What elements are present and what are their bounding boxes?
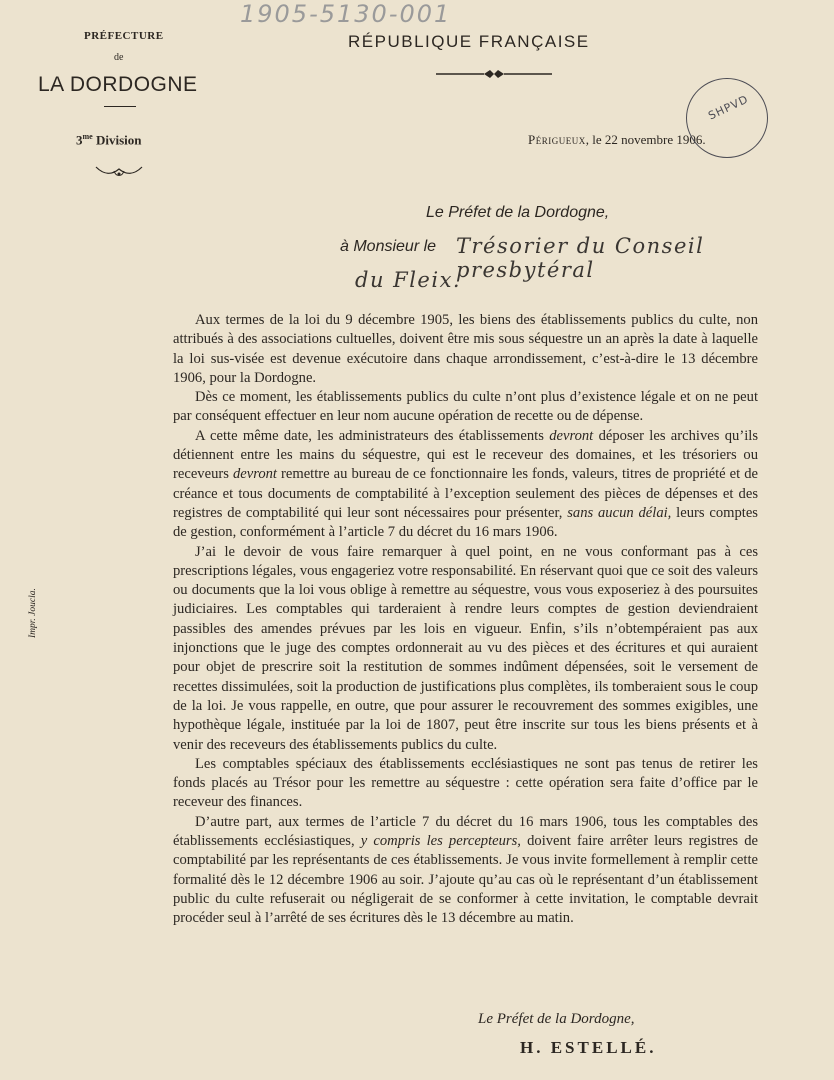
- flourish-ornament-icon: [94, 161, 144, 181]
- printer-mark: Impr. Joucla.: [28, 588, 38, 638]
- paragraph-6: [173, 813, 758, 929]
- letter-body: [173, 311, 758, 929]
- p3-emphasis-2: devront: [232, 466, 277, 483]
- p3-text-d: leurs comptes de gestion, conformément à l’article 7 du décret du 16 mars 1906.: [173, 504, 758, 541]
- signature-title: Le Préfet de la Dordogne,: [478, 1011, 635, 1027]
- paragraph-2: Dès ce moment, les établissements publics du culte n’ont plus d’existence légale et on ne peut par conséquent effectuer en leur nom aucune opération de recette ou de dépense.: [173, 389, 758, 425]
- place-date: [528, 132, 706, 148]
- p6-text-b: doivent faire arrêter leurs registres de comptabilité par les représentants de ces établissements. Je vous invite formellement à remplir cette formalité dès le 12 décembre 1906 au soir. J’ajoute qu’au cas où le représentant d’un établissement public du culte refuserait ou négligerait de se conformer à cette invitation, le comptable devrait procéder seul à l’arrêté de ses écritures dès le 13 décembre au matin.: [173, 833, 758, 927]
- p3-text-c: remettre au bureau de ce fonctionnaire les fonds, valeurs, titres de propriété et de créance et tous documents de comptabilité à l’exception seulement des pièces de dépenses et des registres de comptabilité qui leur sont nécessaires pour présenter,: [173, 466, 758, 521]
- p6-text-a: D’autre part, aux termes de l’article 7 du décret du 16 mars 1906, tous les comptables des établissements ecclésiastiques,: [173, 813, 758, 850]
- rule-ornament-icon: [436, 64, 552, 84]
- signature-name: H. ESTELLÉ.: [520, 1038, 657, 1057]
- recipient-prefix: à Monsieur le: [340, 238, 437, 255]
- archive-stamp: [686, 78, 768, 158]
- handwritten-recipient-line-2: du Fleix.: [355, 268, 462, 292]
- handwritten-recipient-line-1: Trésorier du Conseil presbytéral: [456, 234, 705, 282]
- paragraph-3: [173, 427, 758, 543]
- p3-emphasis-3: sans aucun délai,: [567, 504, 672, 521]
- division-number: 3: [76, 132, 83, 148]
- letter-date: , le 22 novembre 1906.: [585, 132, 706, 147]
- archive-reference: 1905-5130-001: [240, 0, 452, 28]
- prefecture-label: PRÉFECTURE: [84, 30, 164, 42]
- p3-emphasis-1: devront: [549, 427, 594, 444]
- department-name: LA DORDOGNE: [38, 73, 198, 96]
- paragraph-5: Les comptables spéciaux des établissements ecclésiastiques ne sont pas tenus de retirer les fonds placés au Trésor pour les remettre au séquestre : cette opération sera faite d’office par le receveur des finances.: [173, 755, 758, 811]
- paragraph-1: Aux termes de la loi du 9 décembre 1905, les biens des établissements publics du culte, non attribués à des associations cultuelles, doivent être mis sous séquestre un an après la date à laquelle la loi sus-visée est devenue exécutoire dans chaque arrondissement, c’est-à-dire le 13 décembre 1906, pour la Dordogne.: [173, 312, 758, 386]
- division-label: [76, 132, 141, 148]
- place-name: Périgueux: [528, 132, 586, 147]
- p3-text-a: A cette même date, les administrateurs des établissements: [195, 427, 544, 444]
- p6-emphasis: y compris les percepteurs,: [360, 833, 521, 850]
- header-divider: [104, 106, 136, 107]
- stamp-text: SHPVD: [706, 92, 751, 123]
- p3-text-b: déposer les archives qu’ils détiennent entre les mains du séquestre, qui est le receveur des domaines, et les trésoriers ou receveurs: [173, 427, 758, 483]
- sender-line: Le Préfet de la Dordogne,: [426, 204, 610, 221]
- division-word: Division: [95, 132, 142, 148]
- division-suffix: me: [82, 132, 93, 141]
- prefecture-de: de: [114, 52, 124, 63]
- republic-heading: RÉPUBLIQUE FRANÇAISE: [348, 32, 590, 51]
- paragraph-4: J’ai le devoir de vous faire remarquer à quel point, en ne vous conformant pas à ces prescriptions légales, vous engageriez votre responsabilité. En réservant quoi que ce soit des valeurs ou documents que la loi vous oblige à remettre au séquestre, vous vous exposeriez à des poursuites judiciaires. Les comptables qui tarderaient à rendre leurs comptes de gestion deviendraient passibles des amendes prévues par les lois en vigueur. Enfin, s’ils n’obtempéraient pas aux injonctions que le juge des comptes ordonnerait au vu des pièces et des écritures et qui auraient pour objet de prescrire soit la restitution de sommes indûment dépensées, soit le versement de recettes dissimulées, soit la production de justifications plus complètes, ils tomberaient sous le coup de la loi. Je vous rappelle, en outre, que pour assurer le recouvrement des sommes exigibles, une hypothèque légale, instituée par la loi de 1807, peut être inscrite sur tous les biens présents et à venir des receveurs des établissements publics du culte.: [173, 543, 758, 753]
